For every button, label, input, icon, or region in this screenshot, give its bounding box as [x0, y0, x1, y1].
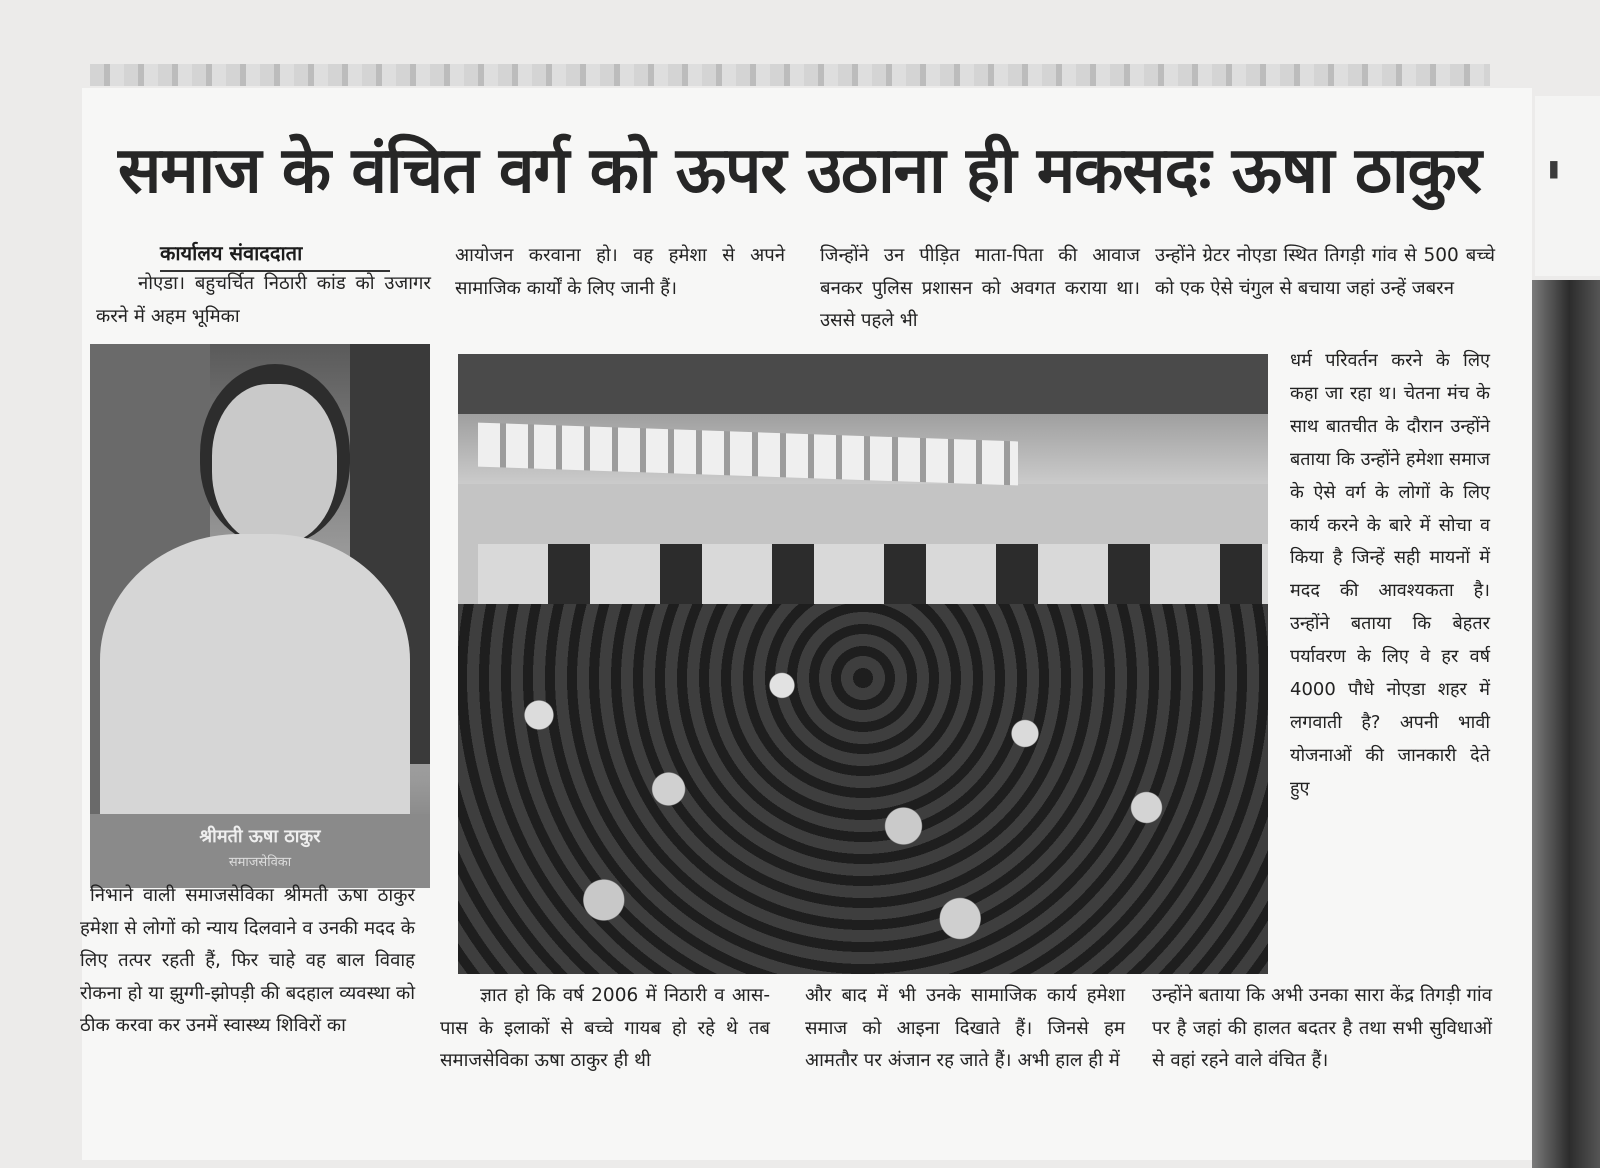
column-3-bottom-text: और बाद में भी उनके सामाजिक कार्य हमेशा समाज को आइना दिखाते हैं। जिनसे हम आमतौर पर अंजान रह जाते हैं। अभी हाल ही में [805, 985, 1125, 1072]
column-1-bottom-text: निभाने वाली समाजसेविका श्रीमती ऊषा ठाकुर हमेशा से लोगों को न्याय दिलवाने व उनकी मदद के लिए तत्पर रहती हैं, फिर चाहे वह बाल विवाह रोकना हो या झुग्गी-झोपड़ी की बदहाल व्यवस्था को ठीक करवा कर उनमें स्वास्थ्य शिविरों का [80, 885, 415, 1037]
portrait-caption-name: श्रीमती ऊषा ठाकुर [199, 826, 321, 847]
article-headline: समाज के वंचित वर्ग को ऊपर उठाना ही मकसदः ऊषा ठाकुर [118, 134, 1481, 208]
portrait-face [212, 384, 337, 544]
photo-crowd [458, 604, 1268, 974]
portrait-caption [90, 814, 430, 888]
photo-ceiling [458, 354, 1268, 414]
portrait-caption-role: समाजसेविका [228, 855, 292, 870]
column-4-top-text: उन्होंने ग्रेटर नोएडा स्थित तिगड़ी गांव से 500 बच्चे को एक ऐसे चंगुल से बचाया जहां उन्हें जबरन [1155, 245, 1495, 299]
portrait-photo [90, 344, 430, 888]
column-2-bottom-text: ज्ञात हो कि वर्ष 2006 में निठारी व आस-पास के इलाकों से बच्चे गायब हो रहे थे तब समाजसेविका ऊषा ठाकुर ही थी [440, 985, 770, 1072]
column-3-top-text: जिन्होंने उन पीड़ित माता-पिता की आवाज बनकर पुलिस प्रशासन को अवगत कराया था। उससे पहले भी [820, 245, 1140, 332]
portrait-sari [100, 534, 410, 814]
event-crowd-photo [458, 354, 1268, 974]
column-4-bottom-text: उन्होंने बताया कि अभी उनका सारा केंद्र तिगड़ी गांव पर है जहां की हालत बदतर है तथा सभी सुविधाओं से वहां रहने वाले वंचित हैं। [1152, 985, 1492, 1072]
article-byline: कार्यालय संवाददाता [160, 236, 390, 272]
column-4-middle-text: धर्म परिवर्तन करने के लिए कहा जा रहा थ। चेतना मंच के साथ बातचीत के दौरान उन्होंने बताया कि उन्होंने हमेशा समाज के ऐसे वर्ग के लोगों के लिए कार्य करने के बारे में सोचा व किया है जिन्हें सही मायनों में मदद की आवश्यकता है। उन्होंने बताया कि बेहतर पर्यावरण के लिए वे हर वर्ष 4000 पौधे नोएडा शहर में लगवाती है? अपनी भावी योजनाओं की जानकारी देते हुए [1290, 350, 1490, 799]
column-1-top-text: नोएडा। बहुचर्चित निठारी कांड को उजागर करने में अहम भूमिका [96, 273, 431, 327]
photo-school-banner [478, 423, 1018, 486]
photo-windows [478, 544, 1268, 604]
clipping-top-strip [90, 64, 1490, 86]
adjacent-article-mark: ' [1544, 150, 1564, 224]
page-shadow-edge [1532, 280, 1600, 1168]
column-2-top-text: आयोजन करवाना हो। वह हमेशा से अपने सामाजिक कार्यों के लिए जानी हैं। [455, 245, 785, 299]
